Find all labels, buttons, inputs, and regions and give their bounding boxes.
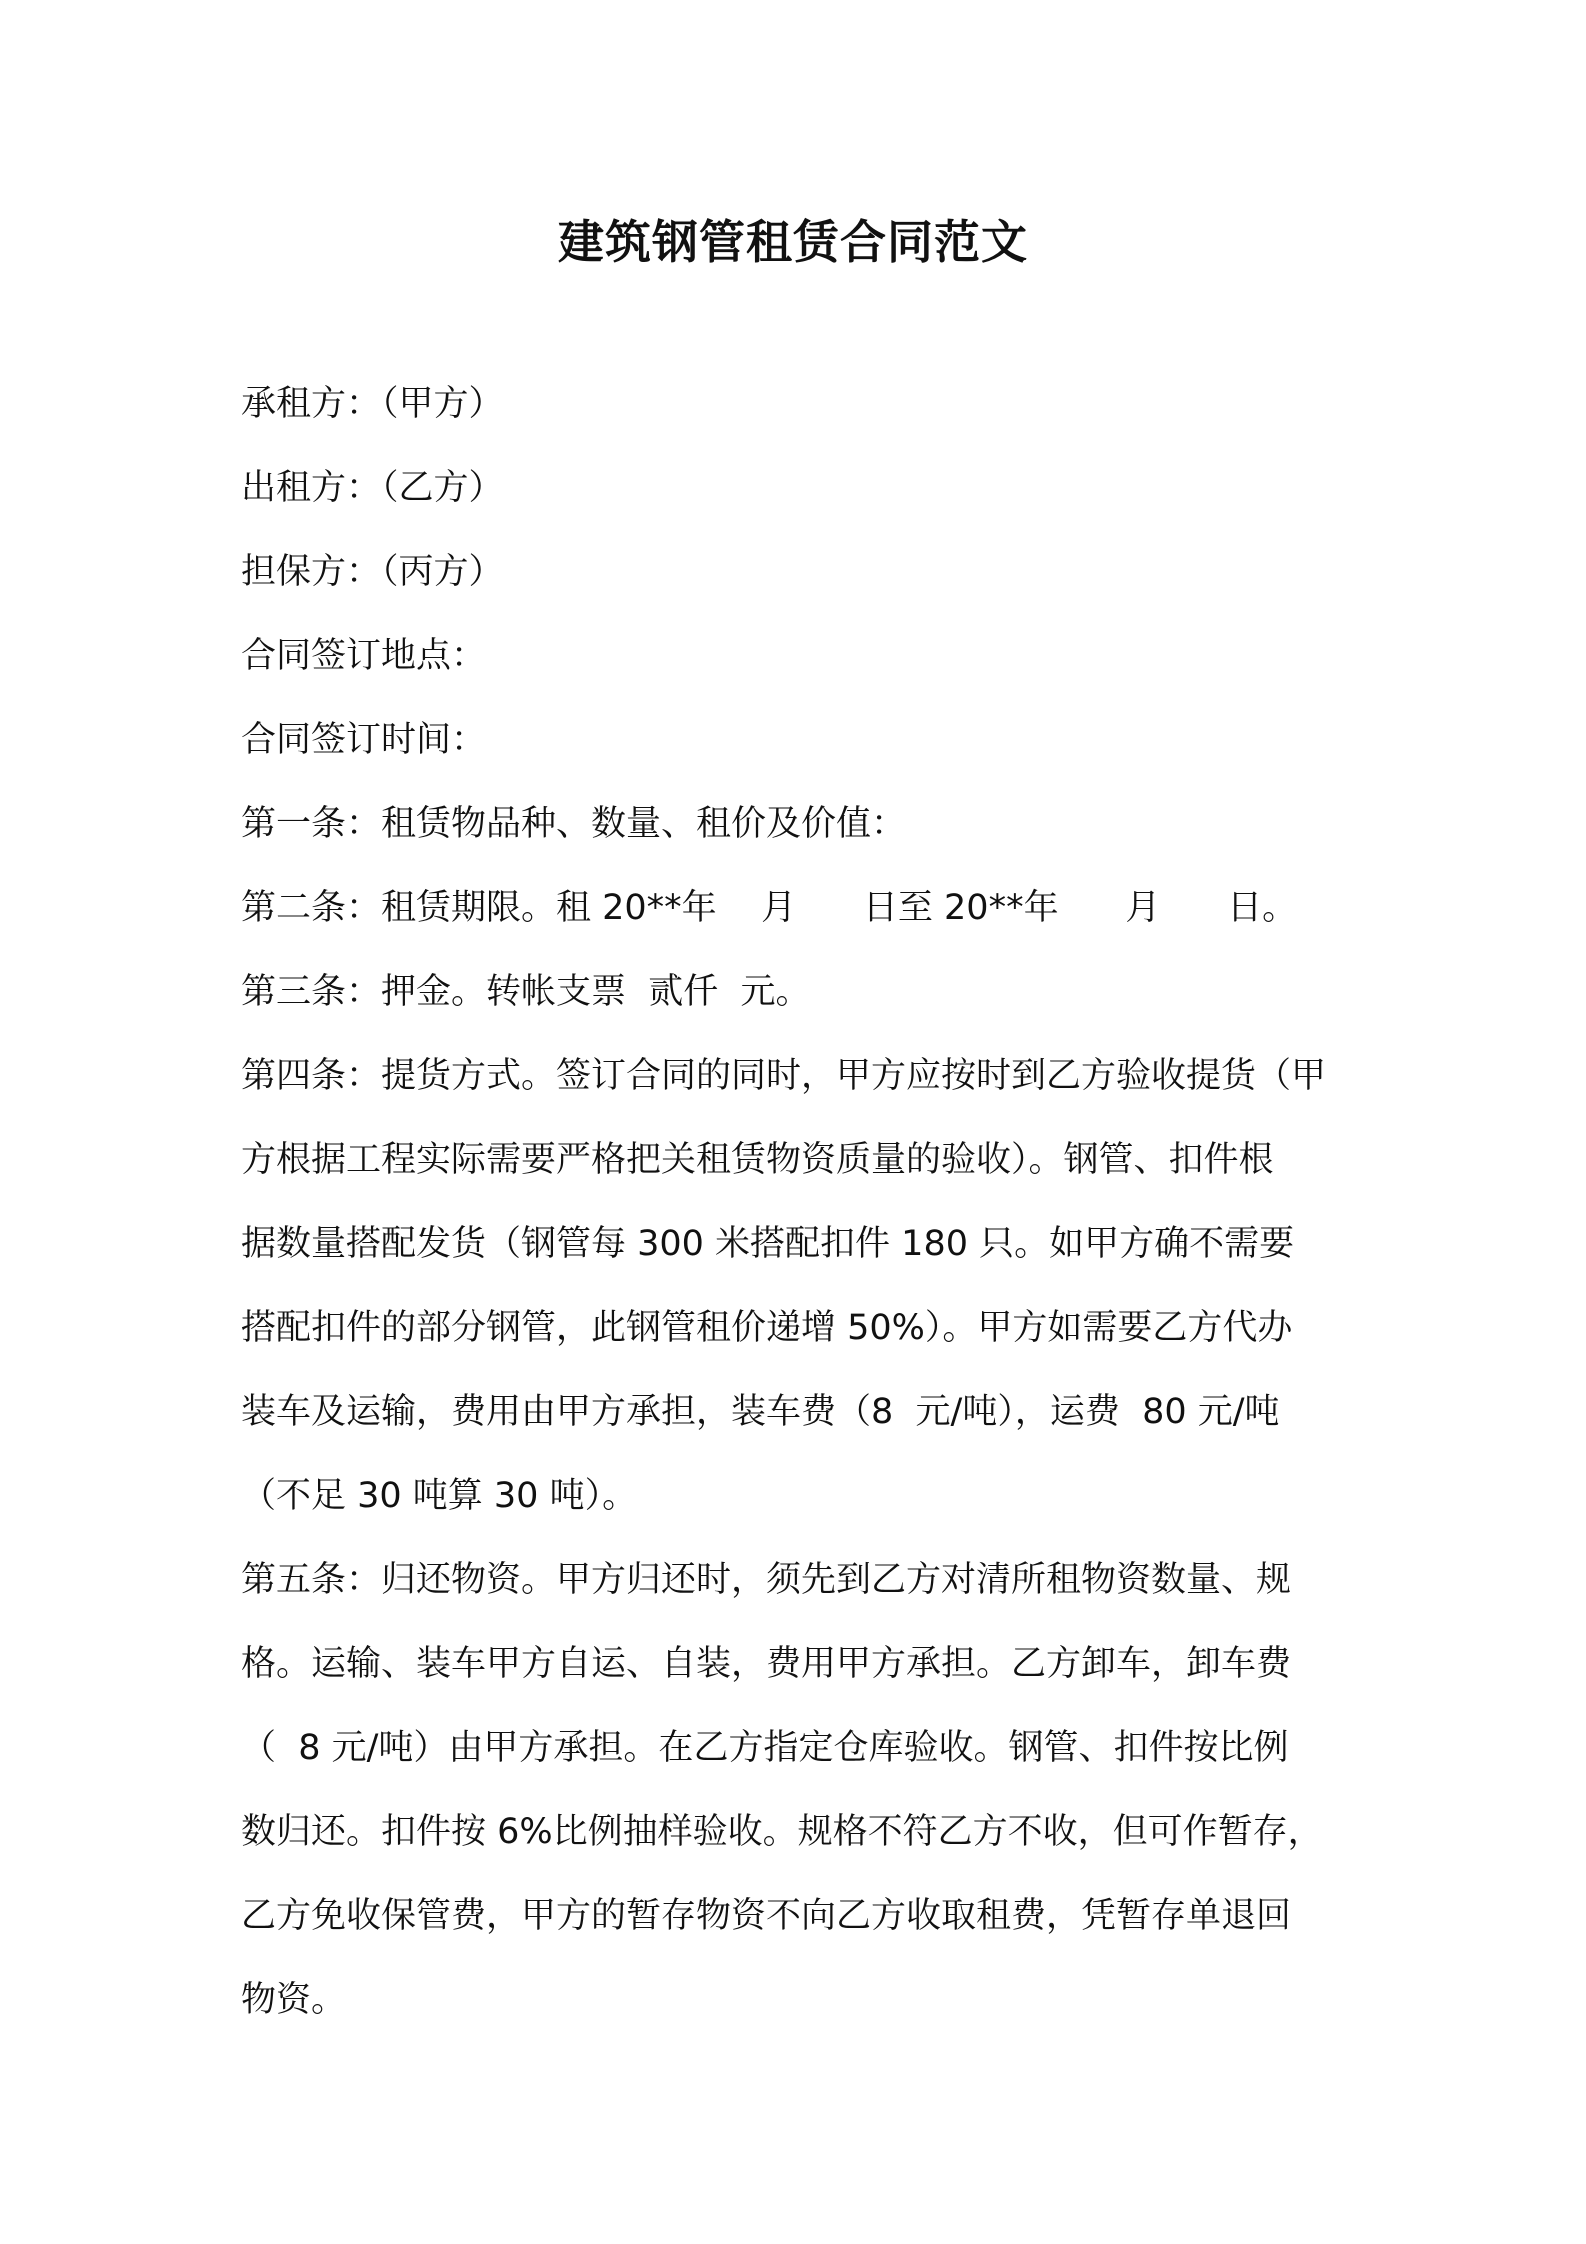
clause-line-signing-time: 合同签订时间： xyxy=(241,720,487,760)
article-4-line-5: 装车及运输，费用由甲方承担，装车费（8 元/吨），运费 80 元/吨 xyxy=(241,1392,1280,1432)
clause-line-signing-place: 合同签订地点： xyxy=(241,636,487,676)
article-5-line-4: 数归还。扣件按 6%比例抽样验收。规格不符乙方不收，但可作暂存， xyxy=(241,1812,1323,1852)
document-title: 建筑钢管租赁合同范文 xyxy=(558,215,1028,269)
article-1: 第一条：租赁物品种、数量、租价及价值： xyxy=(241,804,907,844)
article-5-line-3: （ 8 元/吨）由甲方承担。在乙方指定仓库验收。钢管、扣件按比例 xyxy=(241,1728,1289,1768)
article-2: 第二条：租赁期限。租 20**年 月 日至 20**年 月 日。 xyxy=(241,888,1298,928)
clause-line-lessor: 出租方：（乙方） xyxy=(241,468,504,508)
article-5-line-1: 第五条：归还物资。甲方归还时，须先到乙方对清所租物资数量、规 xyxy=(241,1560,1292,1600)
article-4-line-2: 方根据工程实际需要严格把关租赁物资质量的验收）。钢管、扣件根 xyxy=(241,1140,1274,1180)
document-body xyxy=(241,362,1359,2042)
article-4-line-6: （不足 30 吨算 30 吨）。 xyxy=(241,1476,638,1516)
clause-line-lessee: 承租方：（甲方） xyxy=(241,384,504,424)
clause-line-guarantor: 担保方：（丙方） xyxy=(241,552,504,592)
article-5-line-5: 乙方免收保管费，甲方的暂存物资不向乙方收取租费，凭暂存单退回 xyxy=(241,1896,1292,1936)
article-4-line-1: 第四条：提货方式。签订合同的同时，甲方应按时到乙方验收提货（甲 xyxy=(241,1056,1327,1096)
article-5-line-2: 格。运输、装车甲方自运、自装，费用甲方承担。乙方卸车，卸车费 xyxy=(241,1644,1292,1684)
article-3: 第三条：押金。转帐支票 贰仟 元。 xyxy=(241,972,811,1012)
article-4-line-3: 据数量搭配发货（钢管每 300 米搭配扣件 180 只。如甲方确不需要 xyxy=(241,1224,1295,1264)
article-4-line-4: 搭配扣件的部分钢管，此钢管租价递增 50%）。甲方如需要乙方代办 xyxy=(241,1308,1293,1348)
article-5-line-6: 物资。 xyxy=(241,1980,347,2020)
